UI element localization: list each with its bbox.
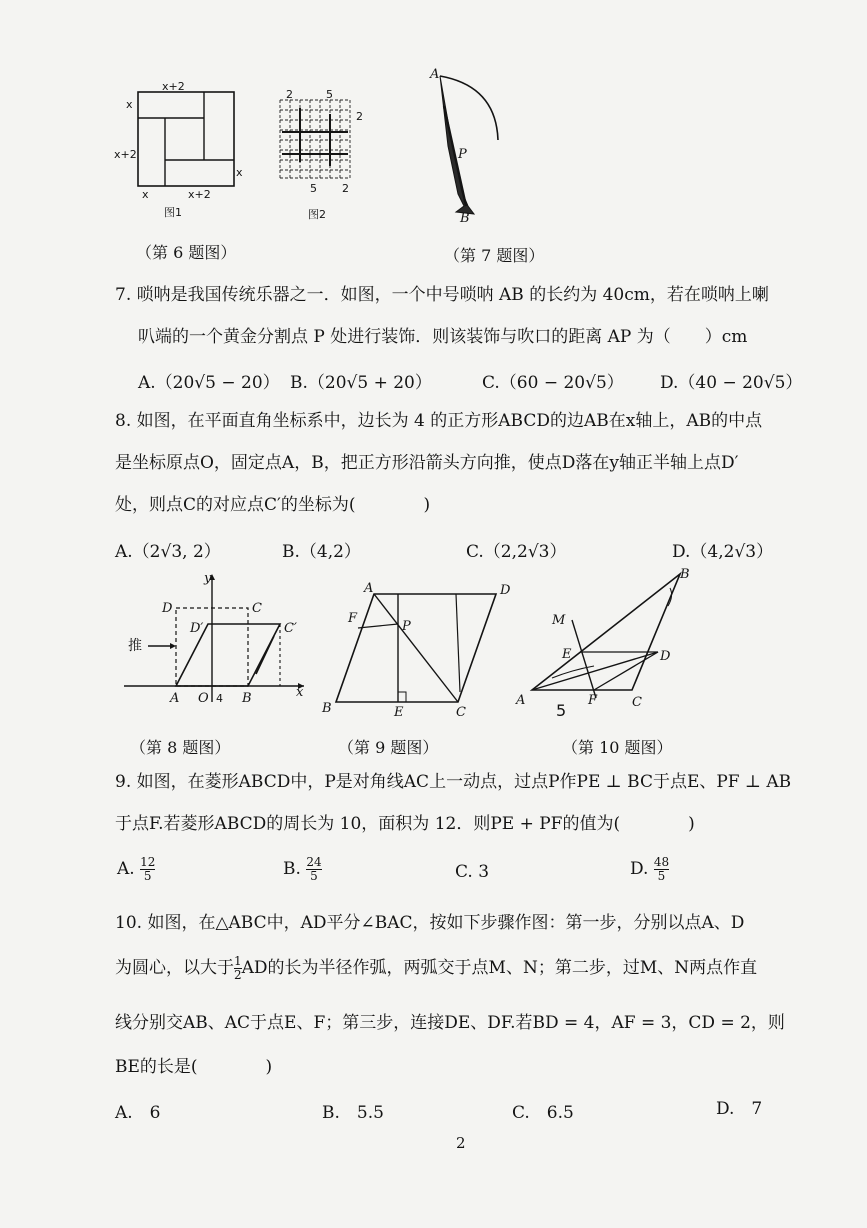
caption-q10: （第 10 题图） xyxy=(562,738,673,757)
q9-option-a xyxy=(117,856,155,883)
q9-option-c xyxy=(455,862,489,882)
label-A: A xyxy=(516,693,526,708)
option-letter: D. xyxy=(630,859,649,879)
caption-q7: （第 7 题图） xyxy=(444,246,545,265)
fraction: $\frac{24}{5}$ xyxy=(306,855,322,883)
fraction: $\frac{12}{5}$ xyxy=(140,855,156,883)
label-D: D xyxy=(500,583,511,598)
label-A: A xyxy=(364,581,374,596)
q8-option-b: B.（4,2） xyxy=(282,542,361,562)
label-bottom-left: x xyxy=(142,188,149,201)
half-fraction: $\frac{1}{2}$ xyxy=(234,954,242,982)
caption-q6: （第 6 题图） xyxy=(136,243,237,262)
label-D: D xyxy=(162,601,173,616)
option-letter: B. xyxy=(283,859,301,879)
q9-option-b xyxy=(283,856,322,883)
label-C: C xyxy=(632,695,642,710)
figure-q6-2 xyxy=(272,86,382,221)
label-D-prime: D′ xyxy=(190,621,204,636)
option-letter: C. xyxy=(455,862,473,882)
label-B: B xyxy=(460,211,470,226)
label-top: x+2 xyxy=(162,80,185,93)
rectangle-dissection-diagram xyxy=(112,80,247,219)
figure-q7 xyxy=(426,66,516,226)
label-A: A xyxy=(170,691,180,706)
rhombus-diagram xyxy=(318,580,518,720)
fig1-caption: 图1 xyxy=(164,206,182,219)
label-E: E xyxy=(394,705,404,720)
q10-line1: 10. 如图，在△ABC中，AD平分∠BAC，按如下步骤作图：第一步，分别以点A、D xyxy=(115,913,745,933)
handwritten-5: 5 xyxy=(556,701,567,720)
label-A: A xyxy=(430,67,440,82)
push-label: 推 xyxy=(128,638,142,654)
label-y: y xyxy=(204,571,212,586)
q7-line2: 叭端的一个黄金分割点 P 处进行装饰．则该装饰与吹口的距离 AP 为（ ）cm xyxy=(138,327,748,347)
label-C-prime: C′ xyxy=(284,621,297,636)
page-number: 2 xyxy=(456,1134,466,1152)
q9-line1: 9. 如图，在菱形ABCD中，P是对角线AC上一动点，过点P作PE ⊥ BC于点E、PF ⊥ AB xyxy=(115,772,792,792)
q7-option-d: D.（40 − 20√5） xyxy=(660,373,803,393)
label-4: 4 xyxy=(216,692,223,705)
q8-option-a: A.（2√3, 2） xyxy=(115,542,221,562)
q9-option-d xyxy=(630,856,669,883)
q10-line2 xyxy=(115,955,757,982)
q10-line2-part2: AD的长为半径作弧，两弧交于点M、N；第二步，过M、N两点作直 xyxy=(241,958,758,978)
q10-line2-part1: 为圆心，以大于 xyxy=(115,958,234,978)
q10-option-c: C. 6.5 xyxy=(512,1103,574,1123)
q10-line3: 线分别交AB、AC于点E、F；第三步，连接DE、DF.若BD = 4，AF = 3，CD = 2，则 xyxy=(115,1013,785,1033)
q7-line1: 7. 唢呐是我国传统乐器之一．如图，一个中号唢呐 AB 的长约为 40cm，若在唢呐上喇 xyxy=(115,285,769,305)
label-E: E xyxy=(562,647,572,662)
label-P: P xyxy=(402,619,411,634)
label-right: x xyxy=(236,166,243,179)
square-push-diagram xyxy=(120,570,310,710)
figure-q6-1 xyxy=(112,80,247,219)
triangle-construction-diagram xyxy=(512,566,712,726)
suona-diagram xyxy=(426,66,516,226)
fraction: $\frac{48}{5}$ xyxy=(653,855,670,883)
fig2-caption: 图2 xyxy=(308,208,326,221)
option-value: 3 xyxy=(478,862,490,882)
figure-q8 xyxy=(120,570,310,710)
q8-line1: 8. 如图，在平面直角坐标系中，边长为 4 的正方形ABCD的边AB在x轴上，AB的中点 xyxy=(115,411,763,431)
q8-option-c: C.（2,2√3） xyxy=(466,542,567,562)
label-br: 2 xyxy=(342,182,349,195)
label-P: P xyxy=(458,147,467,162)
label-B: B xyxy=(680,567,690,582)
q9-line2: 于点F.若菱形ABCD的周长为 10，面积为 12．则PE + PF的值为( ) xyxy=(115,814,695,834)
caption-q9: （第 9 题图） xyxy=(338,738,439,757)
q8-line3: 处，则点C的对应点C′的坐标为( ) xyxy=(115,495,431,515)
q8-line2: 是坐标原点O，固定点A，B，把正方形沿箭头方向推，使点D落在y轴正半轴上点D′ xyxy=(115,453,739,473)
label-tl: 2 xyxy=(286,88,293,101)
label-left-mid: x+2 xyxy=(114,148,137,161)
label-C: C xyxy=(252,601,262,616)
option-letter: A. xyxy=(117,859,135,879)
label-F: F xyxy=(588,693,598,708)
label-B: B xyxy=(322,701,332,716)
label-M: M xyxy=(552,613,566,628)
caption-q8: （第 8 题图） xyxy=(130,738,231,757)
label-bottom-mid: x+2 xyxy=(188,188,211,201)
q10-option-d: D. 7 xyxy=(716,1099,763,1119)
label-bm: 5 xyxy=(310,182,317,195)
label-D: D xyxy=(660,649,671,664)
label-B: B xyxy=(242,691,252,706)
grid-diagram xyxy=(272,86,382,221)
label-x: x xyxy=(296,685,304,700)
q7-option-a: A.（20√5 − 20） xyxy=(138,373,280,393)
figure-q10 xyxy=(512,566,712,726)
figure-q9 xyxy=(318,580,518,720)
label-F: F xyxy=(348,611,358,626)
q10-option-b: B. 5.5 xyxy=(322,1103,384,1123)
label-C: C xyxy=(456,705,466,720)
q10-option-a: A. 6 xyxy=(115,1103,161,1123)
label-tm: 5 xyxy=(326,88,333,101)
label-tr: 2 xyxy=(356,110,363,123)
q8-option-d: D.（4,2√3） xyxy=(672,542,774,562)
label-left-top: x xyxy=(126,98,133,111)
q7-option-b: B.（20√5 + 20） xyxy=(290,373,432,393)
q10-line4: BE的长是( ) xyxy=(115,1057,273,1077)
q7-option-c: C.（60 − 20√5） xyxy=(482,373,624,393)
label-O: O xyxy=(198,691,209,706)
